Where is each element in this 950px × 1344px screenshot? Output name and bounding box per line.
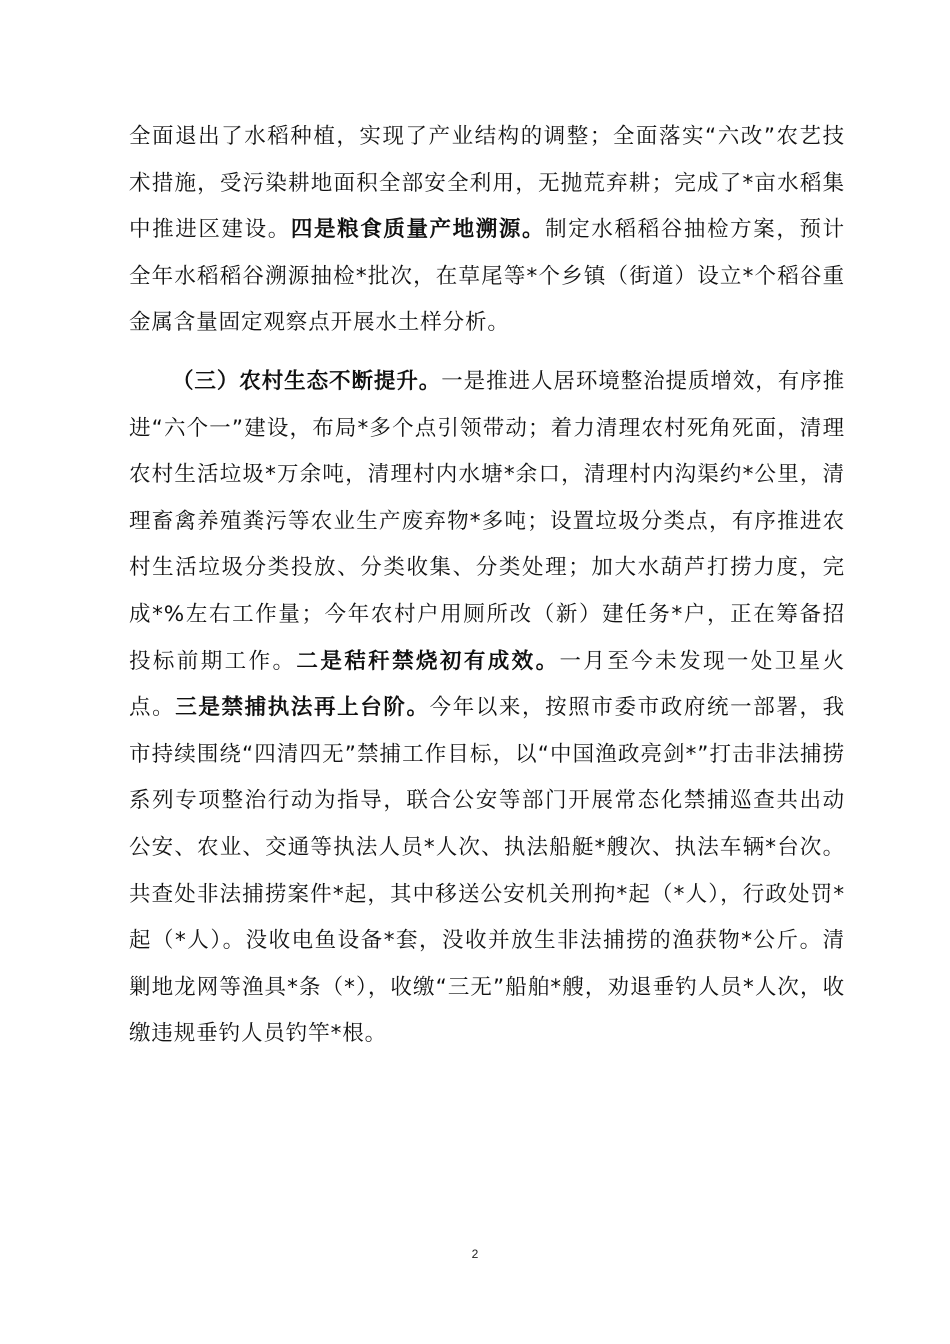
section-heading-rural-ecology: （三）农村生态不断提升。 (172, 368, 442, 394)
paragraph-text: 一月至今未发现一处卫星火点。 (129, 648, 845, 721)
paragraph-text: 今年以来，按照市委市政府统一部署，我市持续围绕“四清四无”禁捕工作目标，以“中国渔政亮剑*”打击非法捕捞系列专项整治行动为指导，联合公安等部门开展常态化禁捕巡查共出动公安、农业、交通等执法人员*人次、执法船艇*艘次、执法车辆*台次。共查处非法捕捞案件*起，其中移送公安机关刑拘*起（*人），行政处罚*起（*人）。没收电鱼设备*套，没收并放生非法捕捞的渔获物*公斤。清剿地龙网等渔具*条（*），收缴“三无”船舶*艘，劝退垂钓人员*人次，收缴违规垂钓人员钓竿*根。 (129, 695, 846, 1047)
bold-heading-grain-traceability: 四是粮食质量产地溯源。 (290, 217, 546, 243)
paragraph-crop-safety (129, 114, 845, 347)
bold-heading-fishing-ban: 三是禁捕执法再上台阶。 (175, 695, 430, 721)
page-number: 2 (471, 1247, 479, 1261)
document-body (129, 114, 845, 1058)
paragraph-text: 制定水稻稻谷抽检方案，预计全年水稻稻谷溯源抽检*批次，在草尾等*个乡镇（街道）设立*个稻谷重金属含量固定观察点开展水土样分析。 (129, 217, 846, 336)
paragraph-rural-ecology (129, 359, 845, 1058)
paragraph-text: 全面退出了水稻种植，实现了产业结构的调整；全面落实“六改”农艺技术措施，受污染耕地面积全部安全利用，无抛荒弃耕；完成了*亩水稻集中推进区建设。 (129, 124, 845, 243)
paragraph-text: 一是推进人居环境整治提质增效，有序推进“六个一”建设，布局*多个点引领带动；着力清理农村死角死面，清理农村生活垃圾*万余吨，清理村内水塘*余口，清理村内沟渠约*公里，清理畜禽养殖粪污等农业生产废弃物*多吨；设置垃圾分类点，有序推进农村生活垃圾分类投放、分类收集、分类处理；加大水葫芦打捞力度，完成*%左右工作量；今年农村户用厕所改（新）建任务*户，正在筹备招投标前期工作。 (129, 368, 845, 674)
bold-heading-straw-burning: 二是秸秆禁烧初有成效。 (296, 648, 560, 674)
